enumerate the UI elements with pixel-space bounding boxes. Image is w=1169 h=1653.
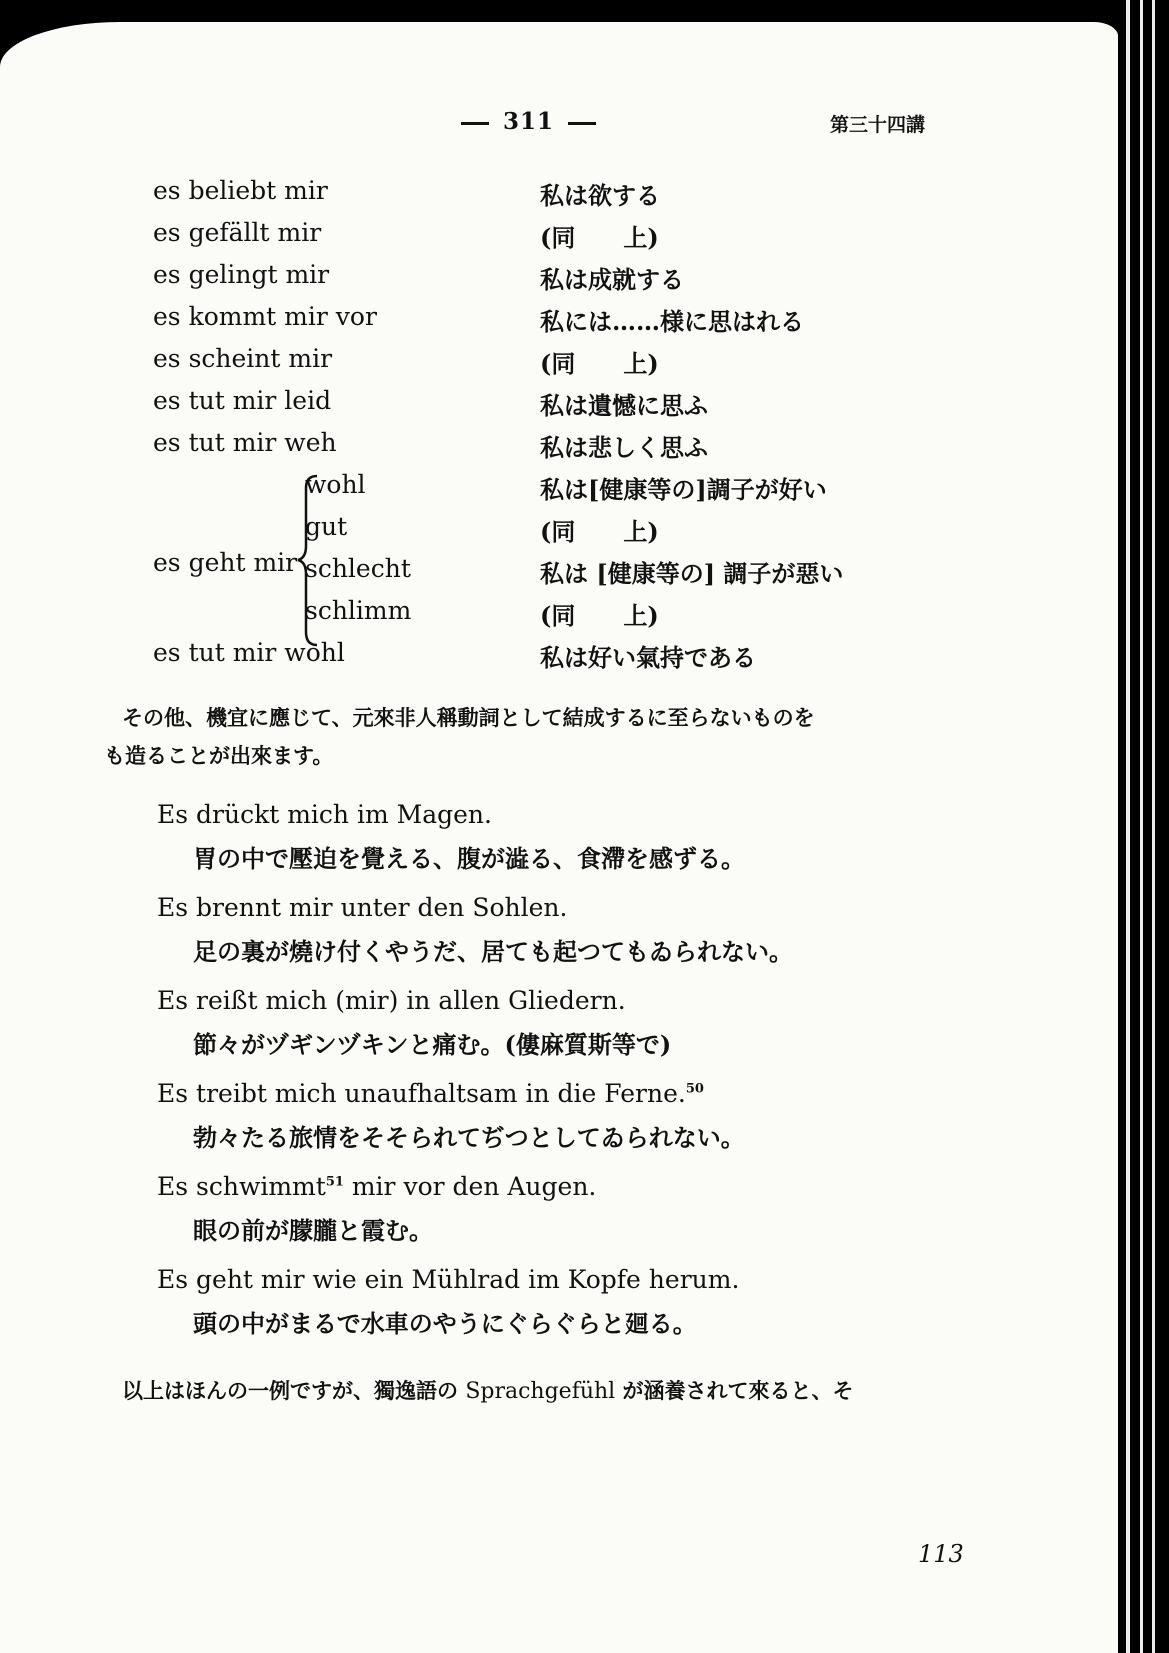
geht-item-de: wohl: [305, 470, 366, 499]
geht-item-ja: 私は[健康等の]調子が好い: [540, 475, 827, 504]
german-term: Sprachgefühl: [465, 1379, 616, 1404]
vocab-ja: 私には……様に思はれる: [540, 307, 804, 336]
example-de: [157, 1172, 596, 1201]
example-de: [157, 1079, 704, 1108]
vocab-ja: 私は好い氣持である: [540, 643, 756, 672]
paragraph-text: が涵養されて來ると、そ: [622, 1378, 854, 1403]
page-edge: [1152, 0, 1155, 1653]
example-de: Es reißt mich (mir) in allen Gliedern.: [157, 986, 626, 1015]
geht-item-de: schlimm: [305, 596, 412, 625]
geht-prefix: es geht mir: [153, 548, 298, 577]
dash-left: [461, 122, 489, 125]
vocab-de: es tut mir wohl: [153, 638, 345, 667]
vocab-ja: (同 上): [540, 349, 659, 378]
footnote-ref: 50: [685, 1081, 704, 1097]
paragraph-text: 以上はほんの一例ですが、獨逸語の: [122, 1378, 458, 1403]
example-de-text: Es treibt mich unaufhaltsam in die Ferne.: [157, 1079, 686, 1108]
example-ja: 足の裏が燒け付くやうだ、居ても起つてもゐられない。: [193, 937, 793, 966]
example-de-text: Es schwimmt: [157, 1172, 326, 1201]
example-de: Es drückt mich im Magen.: [157, 800, 492, 829]
geht-item-ja: 私は [健康等の] 調子が惡い: [540, 559, 844, 588]
vocab-de: es beliebt mir: [153, 176, 328, 205]
vocab-de: es kommt mir vor: [153, 302, 377, 331]
vocab-ja: 私は成就する: [540, 265, 684, 294]
example-de: Es brennt mir unter den Sohlen.: [157, 893, 568, 922]
geht-item-ja: (同 上): [540, 601, 659, 630]
footnote-ref: 51: [325, 1174, 344, 1190]
example-ja: 節々がヅギンヅキンと痛む。(僂麻質斯等で): [193, 1030, 672, 1059]
page-edge: [1140, 0, 1143, 1653]
vocab-ja: 私は悲しく思ふ: [540, 433, 708, 462]
vocab-de: es tut mir leid: [153, 386, 332, 415]
geht-item-de: gut: [305, 512, 348, 541]
example-ja: 眼の前が朦朧と霞む。: [193, 1216, 433, 1245]
geht-item-ja: (同 上): [540, 517, 659, 546]
folio-number: 113: [918, 1540, 964, 1568]
vocab-de: es gefällt mir: [153, 218, 322, 247]
dash-right: [568, 122, 596, 125]
example-de-text: mir vor den Augen.: [343, 1172, 597, 1201]
example-de: Es geht mir wie ein Mühlrad im Kopfe herum.: [157, 1265, 740, 1294]
page-number-header: [447, 108, 610, 135]
paragraph-line: [122, 1375, 854, 1405]
example-ja: 頭の中がまるで水車のやうにぐらぐらと廻る。: [193, 1309, 697, 1338]
example-ja: 胃の中で壓迫を覺える、腹が澁る、食滯を感ずる。: [193, 844, 745, 873]
vocab-de: es gelingt mir: [153, 260, 330, 289]
vocab-ja: 私は遺憾に思ふ: [540, 391, 708, 420]
paragraph-line: その他、機宜に應じて、元來非人稱動詞として結成するに至らないものを: [122, 705, 815, 730]
page-edge: [1126, 0, 1130, 1653]
paragraph-line: も造ることが出來ます。: [104, 743, 334, 768]
lesson-title: 第三十四講: [830, 114, 926, 136]
page-number: 311: [503, 108, 555, 135]
geht-item-de: schlecht: [305, 554, 411, 583]
vocab-ja: (同 上): [540, 223, 659, 252]
vocab-de: es scheint mir: [153, 344, 333, 373]
vocab-de: es tut mir weh: [153, 428, 337, 457]
example-ja: 勃々たる旅情をそそられてぢつとしてゐられない。: [193, 1123, 745, 1152]
vocab-ja: 私は欲する: [540, 181, 660, 210]
